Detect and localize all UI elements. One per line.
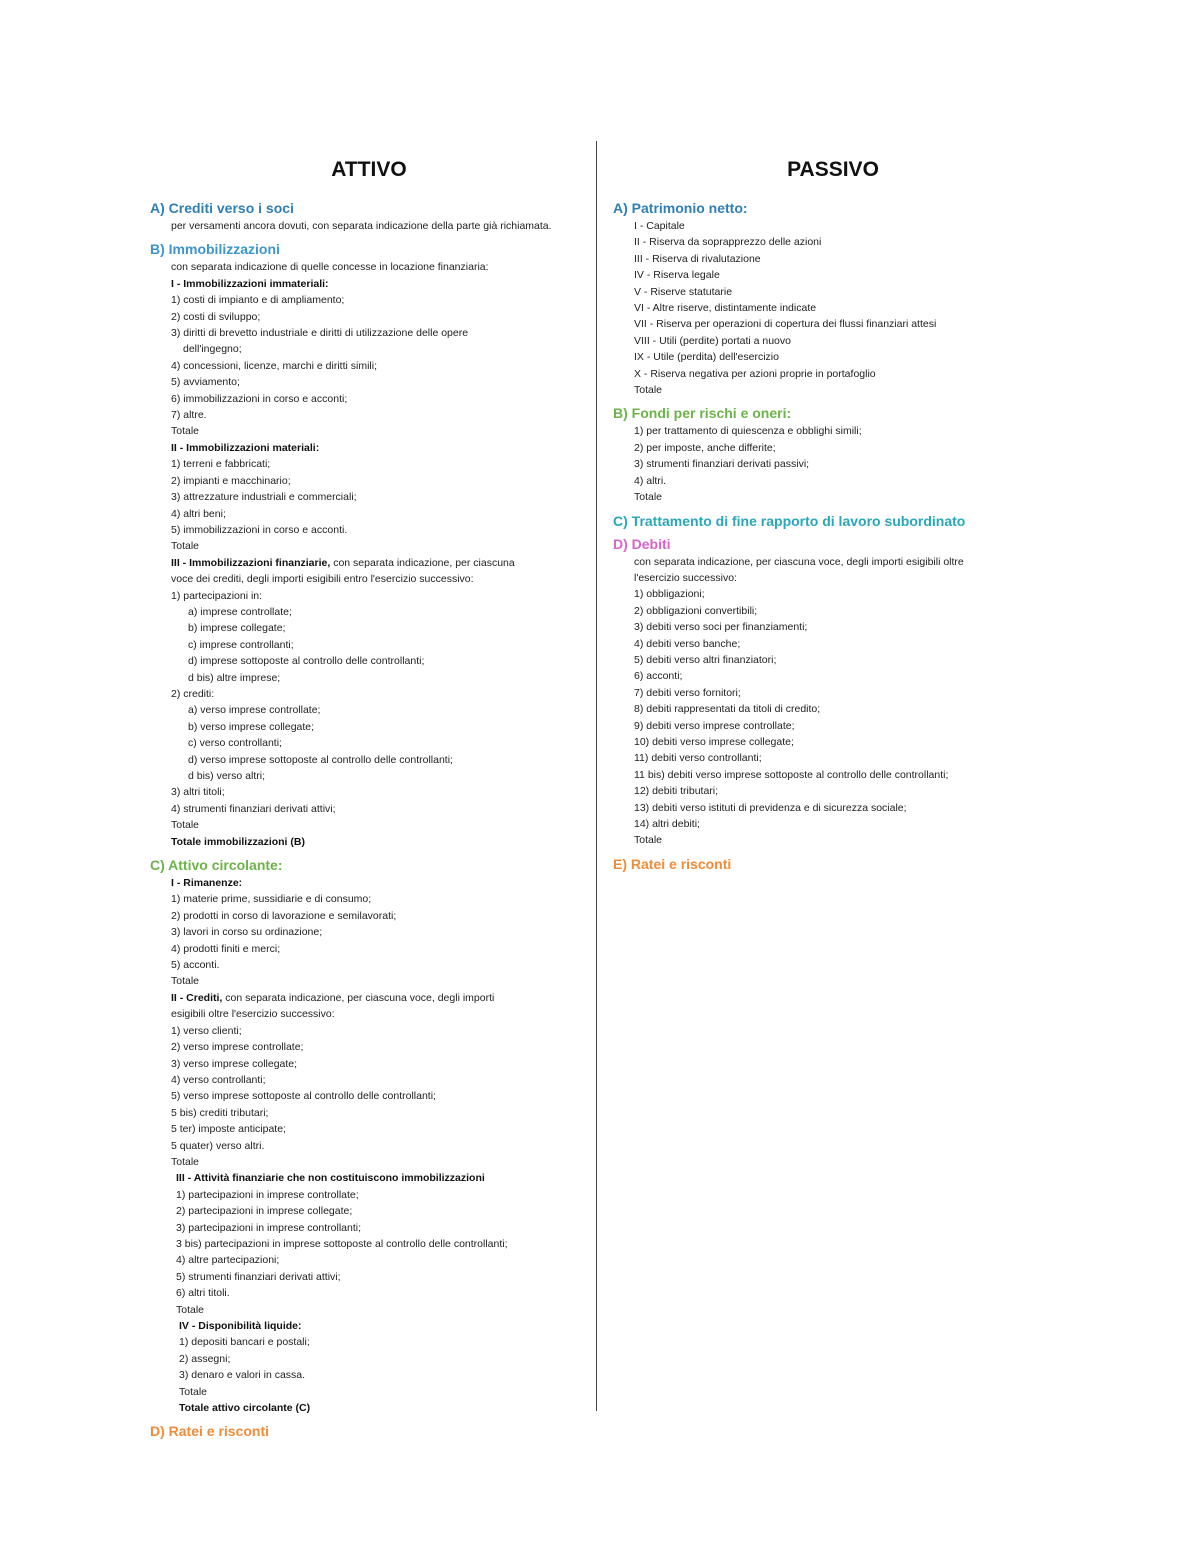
list-item: 1) terreni e fabbricati; <box>171 458 271 471</box>
attivita-finanziarie-title: III - Attività finanziarie che non costituiscono immobilizzazioni <box>176 1172 485 1185</box>
list-item: 3) altri titoli; <box>171 786 225 799</box>
attivo-title: ATTIVO <box>331 158 407 181</box>
list-item: I - Capitale <box>634 220 685 232</box>
list-item: Totale <box>171 425 200 438</box>
list-item: 3) denaro e valori in cassa. <box>179 1369 306 1382</box>
list-item: VIII - Utili (perdite) portati a nuovo <box>634 334 791 347</box>
list-item: c) verso controllanti; <box>188 737 282 750</box>
list-item: 2) obbligazioni convertibili; <box>634 604 758 617</box>
list-item: 1) materie prime, sussidiarie e di consumo; <box>171 893 372 906</box>
section-attivo-circolante <box>150 856 588 1416</box>
section-b-title: B) Immobilizzazioni <box>150 241 280 258</box>
list-item: 4) prodotti finiti e merci; <box>171 942 281 955</box>
list-item: 4) strumenti finanziari derivati attivi; <box>171 802 336 815</box>
list-item: 5) acconti. <box>171 959 220 972</box>
list-item: 9) debiti verso imprese controllate; <box>634 719 795 732</box>
list-item: 2) prodotti in corso di lavorazione e semilavorati; <box>171 909 397 922</box>
section-e-title: E) Ratei e risconti <box>613 855 732 872</box>
list-item: 7) debiti verso fornitori; <box>634 686 741 699</box>
list-item: 5) verso imprese sottoposte al controllo delle controllanti; <box>171 1090 436 1103</box>
list-item: 2) per imposte, anche differite; <box>634 441 776 454</box>
section-d-intro: con separata indicazione, per ciascuna voce, degli importi esigibili oltre <box>634 555 964 568</box>
list-item: 5) strumenti finanziari derivati attivi; <box>176 1270 341 1283</box>
list-item: V - Riserve statutarie <box>634 285 733 298</box>
list-item: 4) debiti verso banche; <box>634 637 741 650</box>
crediti-title-line <box>150 990 588 1006</box>
list-item: dell'ingegno; <box>183 343 242 356</box>
section-a-text: per versamenti ancora dovuti, con separata indicazione della parte già richiamata. <box>171 220 552 232</box>
disponibilita-title: IV - Disponibilità liquide: <box>179 1320 302 1332</box>
section-a-title: A) Patrimonio netto: <box>613 200 748 216</box>
list-item: Totale <box>634 384 663 397</box>
list-item: 3) diritti di brevetto industriale e diritti di utilizzazione delle opere <box>171 327 469 340</box>
section-crediti-soci <box>150 199 588 234</box>
list-item: X - Riserva negativa per azioni proprie in portafoglio <box>634 367 876 380</box>
list-item: 2) verso imprese controllate; <box>171 1041 304 1054</box>
list-item: d bis) altre imprese; <box>188 671 281 684</box>
section-a-title: A) Crediti verso i soci <box>150 200 294 216</box>
list-item: 7) altre. <box>171 409 207 422</box>
list-item: b) imprese collegate; <box>188 622 286 635</box>
finanziarie-title: III - Immobilizzazioni finanziarie, <box>171 556 331 569</box>
section-c-title: C) Attivo circolante: <box>150 857 283 874</box>
finanziarie-title-line <box>150 555 588 571</box>
section-immobilizzazioni <box>150 240 588 850</box>
list-item: 1) depositi bancari e postali; <box>179 1336 310 1349</box>
list-item: d) verso imprese sottoposte al controllo delle controllanti; <box>188 753 453 766</box>
finanziarie-line2: voce dei crediti, degli importi esigibili entro l'esercizio successivo: <box>171 573 474 586</box>
list-item: 3) partecipazioni in imprese controllanti; <box>176 1221 362 1234</box>
list-item: 3 bis) partecipazioni in imprese sottoposte al controllo delle controllanti; <box>176 1237 508 1250</box>
list-item: 11 bis) debiti verso imprese sottoposte al controllo delle controllanti; <box>634 768 949 781</box>
list-item: 4) altre partecipazioni; <box>176 1254 280 1267</box>
list-item: Totale <box>171 540 200 553</box>
list-item: IV - Riserva legale <box>634 269 720 282</box>
passivo-title: PASSIVO <box>787 158 879 181</box>
list-item: 2) impianti e macchinario; <box>171 474 291 487</box>
section-d-intro2: l'esercizio successivo: <box>634 571 737 584</box>
section-c-title: C) Trattamento di fine rapporto di lavoro subordinato <box>613 512 966 529</box>
list-item: 1) obbligazioni; <box>634 588 705 601</box>
list-item: 4) altri. <box>634 474 667 487</box>
list-item: Totale <box>171 1155 200 1168</box>
list-item: 3) verso imprese collegate; <box>171 1057 298 1070</box>
attivo-circolante-total: Totale attivo circolante (C) <box>179 1402 311 1415</box>
list-item: 8) debiti rappresentati da titoli di credito; <box>634 703 821 716</box>
rimanenze-title: I - Rimanenze: <box>171 877 243 890</box>
list-item: 4) altri beni; <box>171 507 226 520</box>
list-item: Totale <box>634 491 663 504</box>
list-item: II - Riserva da soprapprezzo delle azioni <box>634 236 822 249</box>
materiali-title: II - Immobilizzazioni materiali: <box>171 441 320 454</box>
list-item: 5) debiti verso altri finanziatori; <box>634 653 777 666</box>
list-item: 2) partecipazioni in imprese collegate; <box>176 1205 353 1218</box>
crediti-title-rest: con separata indicazione, per ciascuna voce, degli importi <box>222 991 495 1004</box>
list-item: 5) immobilizzazioni in corso e acconti. <box>171 523 348 536</box>
crediti-line2: esigibili oltre l'esercizio successivo: <box>171 1008 335 1021</box>
list-item: 2) costi di sviluppo; <box>171 310 261 323</box>
list-item: 4) verso controllanti; <box>171 1073 266 1086</box>
list-item: 1) partecipazioni in imprese controllate; <box>176 1188 359 1201</box>
passivo-column <box>613 155 1053 874</box>
list-item: Totale <box>179 1385 208 1398</box>
list-item: 10) debiti verso imprese collegate; <box>634 735 794 748</box>
list-item: 5) avviamento; <box>171 376 240 389</box>
list-item: VI - Altre riserve, distintamente indicate <box>634 302 817 315</box>
list-item: 2) assegni; <box>179 1352 231 1365</box>
attivo-column <box>150 155 588 1441</box>
list-item: 14) altri debiti; <box>634 818 700 830</box>
crediti-title: II - Crediti, <box>171 991 223 1004</box>
list-item: 3) lavori in corso su ordinazione; <box>171 926 323 939</box>
section-b-intro: con separata indicazione di quelle concesse in locazione finanziaria: <box>171 261 489 274</box>
list-item: 2) crediti: <box>171 687 215 700</box>
immateriali-title: I - Immobilizzazioni immateriali: <box>171 277 329 290</box>
list-item: 3) attrezzature industriali e commerciali; <box>171 491 357 504</box>
list-item: Totale <box>171 975 200 988</box>
section-debiti <box>613 535 1053 849</box>
column-divider <box>596 141 597 1411</box>
list-item: Totale <box>634 834 663 847</box>
list-item: 1) verso clienti; <box>171 1024 242 1037</box>
list-item: 12) debiti tributari; <box>634 785 719 798</box>
list-item: 3) strumenti finanziari derivati passivi; <box>634 458 810 471</box>
finanziarie-title-rest: con separata indicazione, per ciascuna <box>330 556 515 569</box>
list-item: 3) debiti verso soci per finanziamenti; <box>634 621 808 634</box>
list-item: VII - Riserva per operazioni di copertura dei flussi finanziari attesi <box>634 318 937 331</box>
list-item: 6) acconti; <box>634 670 683 683</box>
list-item: 5 bis) crediti tributari; <box>171 1106 269 1119</box>
list-item: Totale <box>171 819 200 832</box>
list-item: d) imprese sottoposte al controllo delle controllanti; <box>188 655 425 668</box>
list-item: 5 quater) verso altri. <box>171 1139 265 1152</box>
list-item: Totale <box>176 1303 205 1316</box>
section-d-title: D) Debiti <box>613 535 671 552</box>
section-d-title: D) Ratei e risconti <box>150 1423 270 1440</box>
section-b-title: B) Fondi per rischi e oneri: <box>613 405 792 422</box>
list-item: a) verso imprese controllate; <box>188 704 321 717</box>
list-item: 6) altri titoli. <box>176 1287 230 1300</box>
list-item: 1) per trattamento di quiescenza e obblighi simili; <box>634 425 862 438</box>
section-patrimonio-netto <box>613 199 1053 398</box>
list-item: 1) costi di impianto e di ampliamento; <box>171 294 345 307</box>
list-item: b) verso imprese collegate; <box>188 720 315 733</box>
list-item: 5 ter) imposte anticipate; <box>171 1123 286 1136</box>
list-item: IX - Utile (perdita) dell'esercizio <box>634 351 779 364</box>
list-item: a) imprese controllate; <box>188 605 292 618</box>
list-item: III - Riserva di rivalutazione <box>634 252 761 265</box>
list-item: 6) immobilizzazioni in corso e acconti; <box>171 392 348 405</box>
list-item: c) imprese controllanti; <box>188 638 294 651</box>
list-item: 1) partecipazioni in: <box>171 589 263 602</box>
list-item: 11) debiti verso controllanti; <box>634 752 762 765</box>
section-fondi-rischi <box>613 404 1053 505</box>
list-item: d bis) verso altri; <box>188 770 266 782</box>
list-item: 13) debiti verso istituti di previdenza e di sicurezza sociale; <box>634 801 907 814</box>
immobilizzazioni-total: Totale immobilizzazioni (B) <box>171 835 305 848</box>
list-item: 4) concessioni, licenze, marchi e diritti simili; <box>171 359 377 372</box>
